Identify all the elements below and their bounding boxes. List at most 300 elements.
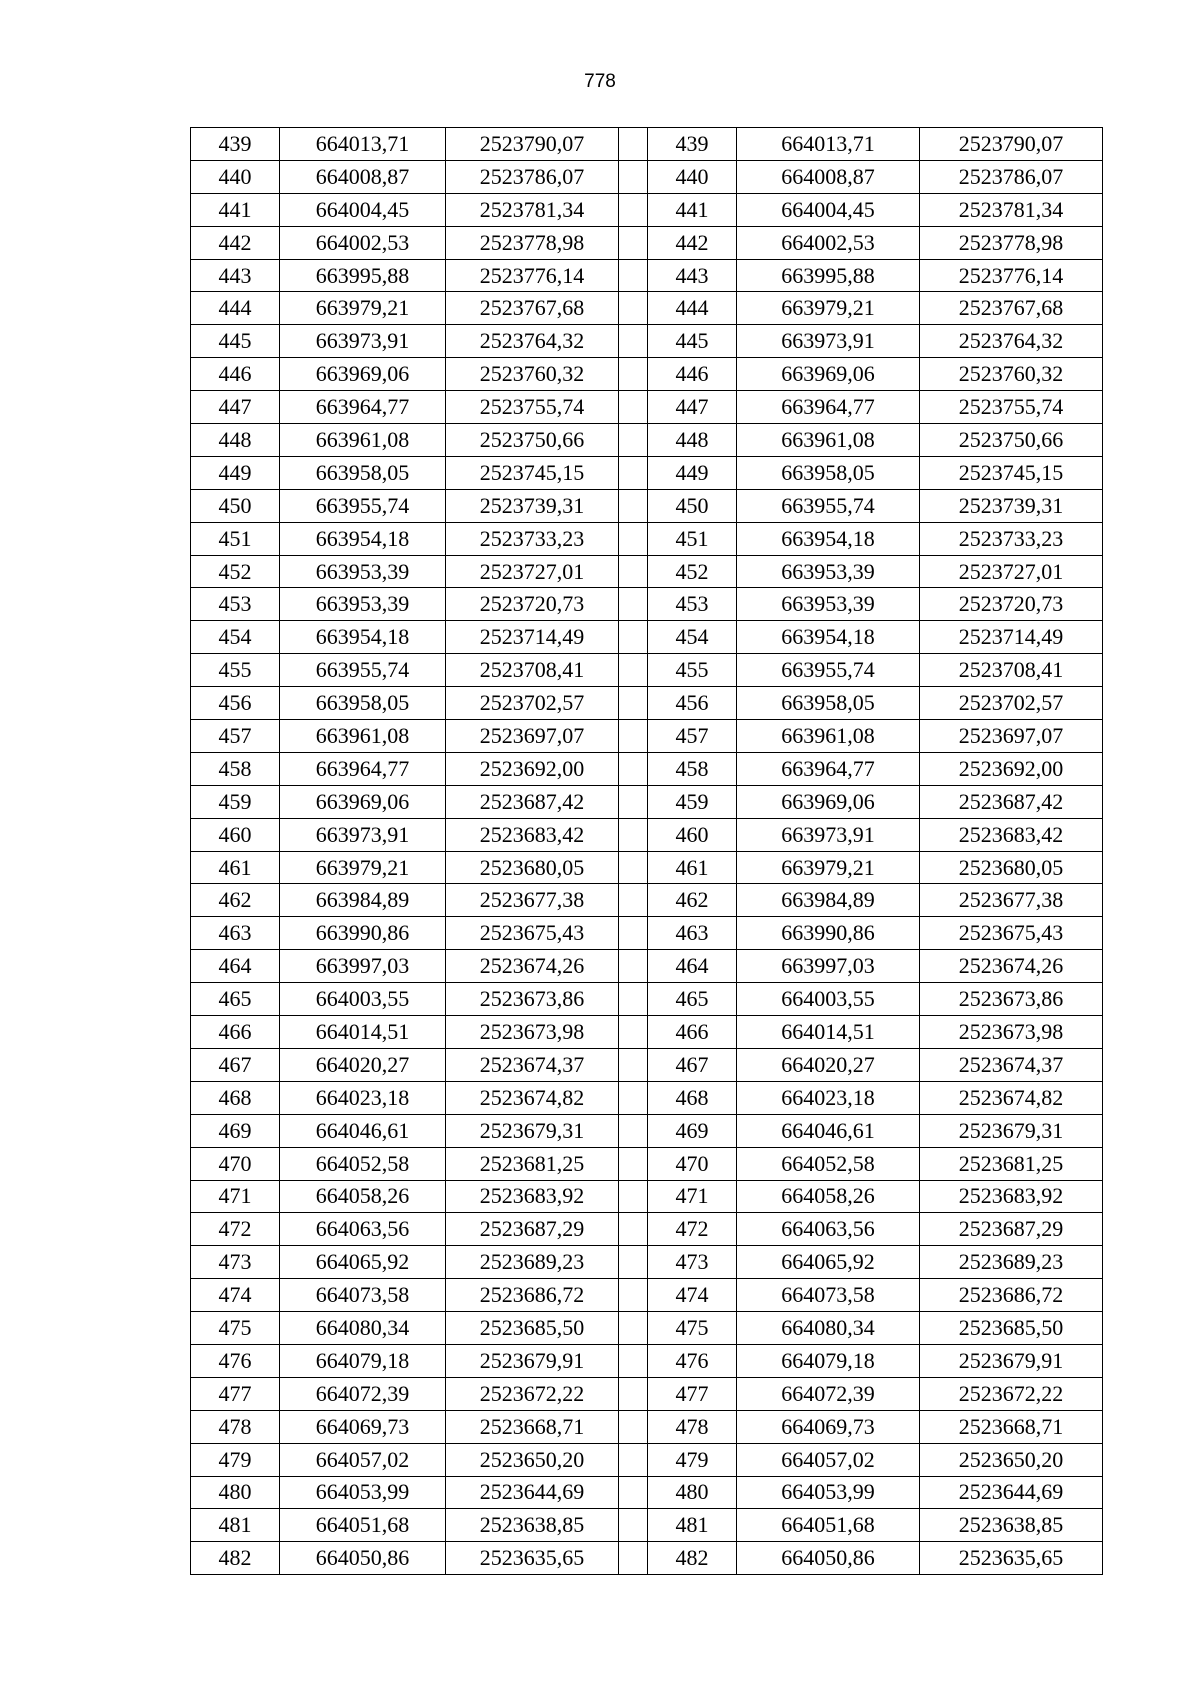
right-point-number-cell: 473 bbox=[648, 1246, 737, 1279]
right-point-number-cell: 470 bbox=[648, 1147, 737, 1180]
right-x-coordinate-cell: 664052,58 bbox=[737, 1147, 920, 1180]
left-x-coordinate-cell: 664008,87 bbox=[280, 160, 446, 193]
left-y-coordinate-cell: 2523760,32 bbox=[446, 358, 619, 391]
table-row bbox=[191, 1312, 1103, 1345]
left-x-coordinate-cell: 664053,99 bbox=[280, 1476, 446, 1509]
left-point-number-cell: 472 bbox=[191, 1213, 280, 1246]
left-y-coordinate-cell: 2523778,98 bbox=[446, 226, 619, 259]
left-point-number-cell: 439 bbox=[191, 128, 280, 161]
left-y-coordinate-cell: 2523750,66 bbox=[446, 424, 619, 457]
table-row bbox=[191, 1476, 1103, 1509]
left-point-number-cell: 482 bbox=[191, 1542, 280, 1575]
left-x-coordinate-cell: 664057,02 bbox=[280, 1443, 446, 1476]
right-point-number-cell: 482 bbox=[648, 1542, 737, 1575]
right-x-coordinate-cell: 663997,03 bbox=[737, 950, 920, 983]
right-point-number-cell: 441 bbox=[648, 193, 737, 226]
left-x-coordinate-cell: 664072,39 bbox=[280, 1377, 446, 1410]
empty-separator-cell bbox=[619, 654, 648, 687]
table-row bbox=[191, 752, 1103, 785]
right-point-number-cell: 480 bbox=[648, 1476, 737, 1509]
empty-separator-cell bbox=[619, 1246, 648, 1279]
right-point-number-cell: 448 bbox=[648, 424, 737, 457]
table-row bbox=[191, 654, 1103, 687]
left-y-coordinate-cell: 2523689,23 bbox=[446, 1246, 619, 1279]
right-y-coordinate-cell: 2523778,98 bbox=[920, 226, 1103, 259]
left-x-coordinate-cell: 663958,05 bbox=[280, 687, 446, 720]
left-point-number-cell: 442 bbox=[191, 226, 280, 259]
table-row bbox=[191, 128, 1103, 161]
left-point-number-cell: 470 bbox=[191, 1147, 280, 1180]
right-x-coordinate-cell: 663969,06 bbox=[737, 785, 920, 818]
right-y-coordinate-cell: 2523689,23 bbox=[920, 1246, 1103, 1279]
left-y-coordinate-cell: 2523668,71 bbox=[446, 1410, 619, 1443]
right-point-number-cell: 479 bbox=[648, 1443, 737, 1476]
left-y-coordinate-cell: 2523675,43 bbox=[446, 917, 619, 950]
right-x-coordinate-cell: 664002,53 bbox=[737, 226, 920, 259]
right-y-coordinate-cell: 2523673,98 bbox=[920, 1016, 1103, 1049]
right-y-coordinate-cell: 2523673,86 bbox=[920, 983, 1103, 1016]
table-row bbox=[191, 1180, 1103, 1213]
right-y-coordinate-cell: 2523681,25 bbox=[920, 1147, 1103, 1180]
right-y-coordinate-cell: 2523764,32 bbox=[920, 325, 1103, 358]
left-point-number-cell: 446 bbox=[191, 358, 280, 391]
left-y-coordinate-cell: 2523727,01 bbox=[446, 555, 619, 588]
right-y-coordinate-cell: 2523745,15 bbox=[920, 456, 1103, 489]
right-y-coordinate-cell: 2523650,20 bbox=[920, 1443, 1103, 1476]
left-point-number-cell: 468 bbox=[191, 1081, 280, 1114]
right-y-coordinate-cell: 2523644,69 bbox=[920, 1476, 1103, 1509]
right-y-coordinate-cell: 2523767,68 bbox=[920, 292, 1103, 325]
left-y-coordinate-cell: 2523755,74 bbox=[446, 391, 619, 424]
left-y-coordinate-cell: 2523650,20 bbox=[446, 1443, 619, 1476]
left-point-number-cell: 466 bbox=[191, 1016, 280, 1049]
right-point-number-cell: 464 bbox=[648, 950, 737, 983]
left-y-coordinate-cell: 2523672,22 bbox=[446, 1377, 619, 1410]
right-x-coordinate-cell: 663961,08 bbox=[737, 424, 920, 457]
right-y-coordinate-cell: 2523674,26 bbox=[920, 950, 1103, 983]
table-row bbox=[191, 391, 1103, 424]
left-point-number-cell: 453 bbox=[191, 588, 280, 621]
right-x-coordinate-cell: 663958,05 bbox=[737, 456, 920, 489]
empty-separator-cell bbox=[619, 1542, 648, 1575]
right-point-number-cell: 439 bbox=[648, 128, 737, 161]
right-x-coordinate-cell: 663995,88 bbox=[737, 259, 920, 292]
empty-separator-cell bbox=[619, 1048, 648, 1081]
right-x-coordinate-cell: 663955,74 bbox=[737, 654, 920, 687]
empty-separator-cell bbox=[619, 720, 648, 753]
right-point-number-cell: 465 bbox=[648, 983, 737, 1016]
left-point-number-cell: 481 bbox=[191, 1509, 280, 1542]
left-y-coordinate-cell: 2523673,98 bbox=[446, 1016, 619, 1049]
table-row bbox=[191, 1509, 1103, 1542]
left-point-number-cell: 464 bbox=[191, 950, 280, 983]
left-point-number-cell: 480 bbox=[191, 1476, 280, 1509]
right-y-coordinate-cell: 2523677,38 bbox=[920, 884, 1103, 917]
left-x-coordinate-cell: 663955,74 bbox=[280, 654, 446, 687]
left-x-coordinate-cell: 664073,58 bbox=[280, 1279, 446, 1312]
right-point-number-cell: 481 bbox=[648, 1509, 737, 1542]
left-y-coordinate-cell: 2523685,50 bbox=[446, 1312, 619, 1345]
table-row bbox=[191, 555, 1103, 588]
left-x-coordinate-cell: 664003,55 bbox=[280, 983, 446, 1016]
right-y-coordinate-cell: 2523668,71 bbox=[920, 1410, 1103, 1443]
right-x-coordinate-cell: 663979,21 bbox=[737, 851, 920, 884]
right-y-coordinate-cell: 2523702,57 bbox=[920, 687, 1103, 720]
right-y-coordinate-cell: 2523720,73 bbox=[920, 588, 1103, 621]
empty-separator-cell bbox=[619, 489, 648, 522]
empty-separator-cell bbox=[619, 259, 648, 292]
right-y-coordinate-cell: 2523708,41 bbox=[920, 654, 1103, 687]
left-y-coordinate-cell: 2523635,65 bbox=[446, 1542, 619, 1575]
right-y-coordinate-cell: 2523683,42 bbox=[920, 818, 1103, 851]
table-row bbox=[191, 983, 1103, 1016]
table-row bbox=[191, 1344, 1103, 1377]
right-point-number-cell: 449 bbox=[648, 456, 737, 489]
table-row bbox=[191, 950, 1103, 983]
right-point-number-cell: 472 bbox=[648, 1213, 737, 1246]
empty-separator-cell bbox=[619, 1147, 648, 1180]
right-point-number-cell: 460 bbox=[648, 818, 737, 851]
empty-separator-cell bbox=[619, 160, 648, 193]
empty-separator-cell bbox=[619, 391, 648, 424]
empty-separator-cell bbox=[619, 950, 648, 983]
right-x-coordinate-cell: 664003,55 bbox=[737, 983, 920, 1016]
left-point-number-cell: 474 bbox=[191, 1279, 280, 1312]
right-y-coordinate-cell: 2523760,32 bbox=[920, 358, 1103, 391]
left-point-number-cell: 476 bbox=[191, 1344, 280, 1377]
right-point-number-cell: 447 bbox=[648, 391, 737, 424]
left-y-coordinate-cell: 2523764,32 bbox=[446, 325, 619, 358]
right-x-coordinate-cell: 663964,77 bbox=[737, 391, 920, 424]
right-y-coordinate-cell: 2523727,01 bbox=[920, 555, 1103, 588]
right-point-number-cell: 442 bbox=[648, 226, 737, 259]
right-point-number-cell: 443 bbox=[648, 259, 737, 292]
right-x-coordinate-cell: 663955,74 bbox=[737, 489, 920, 522]
right-x-coordinate-cell: 664023,18 bbox=[737, 1081, 920, 1114]
right-y-coordinate-cell: 2523687,42 bbox=[920, 785, 1103, 818]
right-point-number-cell: 478 bbox=[648, 1410, 737, 1443]
left-x-coordinate-cell: 664002,53 bbox=[280, 226, 446, 259]
empty-separator-cell bbox=[619, 325, 648, 358]
table-row bbox=[191, 884, 1103, 917]
right-x-coordinate-cell: 664013,71 bbox=[737, 128, 920, 161]
right-point-number-cell: 463 bbox=[648, 917, 737, 950]
empty-separator-cell bbox=[619, 292, 648, 325]
right-y-coordinate-cell: 2523686,72 bbox=[920, 1279, 1103, 1312]
right-x-coordinate-cell: 663973,91 bbox=[737, 325, 920, 358]
right-point-number-cell: 445 bbox=[648, 325, 737, 358]
table-row bbox=[191, 588, 1103, 621]
right-point-number-cell: 474 bbox=[648, 1279, 737, 1312]
right-point-number-cell: 453 bbox=[648, 588, 737, 621]
table-row bbox=[191, 193, 1103, 226]
left-y-coordinate-cell: 2523686,72 bbox=[446, 1279, 619, 1312]
left-y-coordinate-cell: 2523638,85 bbox=[446, 1509, 619, 1542]
table-row bbox=[191, 1279, 1103, 1312]
left-point-number-cell: 463 bbox=[191, 917, 280, 950]
left-point-number-cell: 448 bbox=[191, 424, 280, 457]
empty-separator-cell bbox=[619, 193, 648, 226]
left-y-coordinate-cell: 2523781,34 bbox=[446, 193, 619, 226]
empty-separator-cell bbox=[619, 522, 648, 555]
empty-separator-cell bbox=[619, 1312, 648, 1345]
left-x-coordinate-cell: 663990,86 bbox=[280, 917, 446, 950]
empty-separator-cell bbox=[619, 687, 648, 720]
left-x-coordinate-cell: 663953,39 bbox=[280, 555, 446, 588]
right-y-coordinate-cell: 2523755,74 bbox=[920, 391, 1103, 424]
left-point-number-cell: 471 bbox=[191, 1180, 280, 1213]
table-row bbox=[191, 1542, 1103, 1575]
empty-separator-cell bbox=[619, 1509, 648, 1542]
left-x-coordinate-cell: 663954,18 bbox=[280, 522, 446, 555]
right-x-coordinate-cell: 664004,45 bbox=[737, 193, 920, 226]
table-row bbox=[191, 1147, 1103, 1180]
empty-separator-cell bbox=[619, 983, 648, 1016]
right-y-coordinate-cell: 2523638,85 bbox=[920, 1509, 1103, 1542]
right-x-coordinate-cell: 664065,92 bbox=[737, 1246, 920, 1279]
right-y-coordinate-cell: 2523685,50 bbox=[920, 1312, 1103, 1345]
empty-separator-cell bbox=[619, 555, 648, 588]
right-x-coordinate-cell: 664053,99 bbox=[737, 1476, 920, 1509]
right-y-coordinate-cell: 2523786,07 bbox=[920, 160, 1103, 193]
right-point-number-cell: 462 bbox=[648, 884, 737, 917]
left-point-number-cell: 458 bbox=[191, 752, 280, 785]
right-point-number-cell: 461 bbox=[648, 851, 737, 884]
empty-separator-cell bbox=[619, 358, 648, 391]
left-x-coordinate-cell: 664023,18 bbox=[280, 1081, 446, 1114]
empty-separator-cell bbox=[619, 621, 648, 654]
left-point-number-cell: 455 bbox=[191, 654, 280, 687]
table-row bbox=[191, 1410, 1103, 1443]
left-y-coordinate-cell: 2523714,49 bbox=[446, 621, 619, 654]
table-row bbox=[191, 1016, 1103, 1049]
table-row bbox=[191, 358, 1103, 391]
empty-separator-cell bbox=[619, 917, 648, 950]
empty-separator-cell bbox=[619, 785, 648, 818]
right-x-coordinate-cell: 664050,86 bbox=[737, 1542, 920, 1575]
right-y-coordinate-cell: 2523674,37 bbox=[920, 1048, 1103, 1081]
right-x-coordinate-cell: 663958,05 bbox=[737, 687, 920, 720]
table-row bbox=[191, 1048, 1103, 1081]
empty-separator-cell bbox=[619, 1476, 648, 1509]
left-point-number-cell: 477 bbox=[191, 1377, 280, 1410]
empty-separator-cell bbox=[619, 128, 648, 161]
left-point-number-cell: 465 bbox=[191, 983, 280, 1016]
left-x-coordinate-cell: 664052,58 bbox=[280, 1147, 446, 1180]
left-y-coordinate-cell: 2523790,07 bbox=[446, 128, 619, 161]
table-row bbox=[191, 687, 1103, 720]
right-point-number-cell: 466 bbox=[648, 1016, 737, 1049]
left-x-coordinate-cell: 664051,68 bbox=[280, 1509, 446, 1542]
right-point-number-cell: 446 bbox=[648, 358, 737, 391]
right-y-coordinate-cell: 2523635,65 bbox=[920, 1542, 1103, 1575]
left-y-coordinate-cell: 2523677,38 bbox=[446, 884, 619, 917]
right-y-coordinate-cell: 2523679,31 bbox=[920, 1114, 1103, 1147]
left-point-number-cell: 462 bbox=[191, 884, 280, 917]
left-point-number-cell: 456 bbox=[191, 687, 280, 720]
left-y-coordinate-cell: 2523767,68 bbox=[446, 292, 619, 325]
right-x-coordinate-cell: 664073,58 bbox=[737, 1279, 920, 1312]
left-point-number-cell: 441 bbox=[191, 193, 280, 226]
table-row bbox=[191, 1114, 1103, 1147]
right-point-number-cell: 457 bbox=[648, 720, 737, 753]
table-row bbox=[191, 1443, 1103, 1476]
right-point-number-cell: 475 bbox=[648, 1312, 737, 1345]
left-point-number-cell: 459 bbox=[191, 785, 280, 818]
left-y-coordinate-cell: 2523745,15 bbox=[446, 456, 619, 489]
empty-separator-cell bbox=[619, 1213, 648, 1246]
left-x-coordinate-cell: 663958,05 bbox=[280, 456, 446, 489]
right-x-coordinate-cell: 664079,18 bbox=[737, 1344, 920, 1377]
left-x-coordinate-cell: 663969,06 bbox=[280, 785, 446, 818]
table-row bbox=[191, 160, 1103, 193]
table-row bbox=[191, 1213, 1103, 1246]
left-x-coordinate-cell: 664046,61 bbox=[280, 1114, 446, 1147]
right-x-coordinate-cell: 664072,39 bbox=[737, 1377, 920, 1410]
empty-separator-cell bbox=[619, 456, 648, 489]
table-row bbox=[191, 522, 1103, 555]
right-y-coordinate-cell: 2523733,23 bbox=[920, 522, 1103, 555]
left-x-coordinate-cell: 663961,08 bbox=[280, 720, 446, 753]
right-x-coordinate-cell: 663953,39 bbox=[737, 588, 920, 621]
left-point-number-cell: 452 bbox=[191, 555, 280, 588]
right-point-number-cell: 452 bbox=[648, 555, 737, 588]
left-y-coordinate-cell: 2523697,07 bbox=[446, 720, 619, 753]
left-x-coordinate-cell: 664058,26 bbox=[280, 1180, 446, 1213]
empty-separator-cell bbox=[619, 1180, 648, 1213]
left-y-coordinate-cell: 2523683,92 bbox=[446, 1180, 619, 1213]
right-x-coordinate-cell: 663953,39 bbox=[737, 555, 920, 588]
right-y-coordinate-cell: 2523672,22 bbox=[920, 1377, 1103, 1410]
left-point-number-cell: 451 bbox=[191, 522, 280, 555]
right-y-coordinate-cell: 2523680,05 bbox=[920, 851, 1103, 884]
left-point-number-cell: 447 bbox=[191, 391, 280, 424]
right-y-coordinate-cell: 2523675,43 bbox=[920, 917, 1103, 950]
right-x-coordinate-cell: 664063,56 bbox=[737, 1213, 920, 1246]
table-row bbox=[191, 259, 1103, 292]
left-x-coordinate-cell: 663964,77 bbox=[280, 752, 446, 785]
left-x-coordinate-cell: 664050,86 bbox=[280, 1542, 446, 1575]
left-point-number-cell: 478 bbox=[191, 1410, 280, 1443]
right-x-coordinate-cell: 664051,68 bbox=[737, 1509, 920, 1542]
table-row bbox=[191, 851, 1103, 884]
right-y-coordinate-cell: 2523697,07 bbox=[920, 720, 1103, 753]
table-row bbox=[191, 818, 1103, 851]
left-x-coordinate-cell: 663997,03 bbox=[280, 950, 446, 983]
table-row bbox=[191, 292, 1103, 325]
right-point-number-cell: 476 bbox=[648, 1344, 737, 1377]
left-x-coordinate-cell: 664065,92 bbox=[280, 1246, 446, 1279]
left-y-coordinate-cell: 2523739,31 bbox=[446, 489, 619, 522]
left-point-number-cell: 475 bbox=[191, 1312, 280, 1345]
left-x-coordinate-cell: 663973,91 bbox=[280, 818, 446, 851]
table-row bbox=[191, 1246, 1103, 1279]
left-x-coordinate-cell: 663973,91 bbox=[280, 325, 446, 358]
left-y-coordinate-cell: 2523702,57 bbox=[446, 687, 619, 720]
left-point-number-cell: 454 bbox=[191, 621, 280, 654]
empty-separator-cell bbox=[619, 1279, 648, 1312]
right-x-coordinate-cell: 663979,21 bbox=[737, 292, 920, 325]
left-y-coordinate-cell: 2523687,42 bbox=[446, 785, 619, 818]
left-x-coordinate-cell: 664014,51 bbox=[280, 1016, 446, 1049]
left-x-coordinate-cell: 664069,73 bbox=[280, 1410, 446, 1443]
right-point-number-cell: 440 bbox=[648, 160, 737, 193]
right-x-coordinate-cell: 664008,87 bbox=[737, 160, 920, 193]
left-x-coordinate-cell: 663995,88 bbox=[280, 259, 446, 292]
right-y-coordinate-cell: 2523692,00 bbox=[920, 752, 1103, 785]
left-point-number-cell: 440 bbox=[191, 160, 280, 193]
left-point-number-cell: 479 bbox=[191, 1443, 280, 1476]
left-x-coordinate-cell: 664079,18 bbox=[280, 1344, 446, 1377]
right-x-coordinate-cell: 664014,51 bbox=[737, 1016, 920, 1049]
empty-separator-cell bbox=[619, 1081, 648, 1114]
left-y-coordinate-cell: 2523680,05 bbox=[446, 851, 619, 884]
right-y-coordinate-cell: 2523679,91 bbox=[920, 1344, 1103, 1377]
right-x-coordinate-cell: 664020,27 bbox=[737, 1048, 920, 1081]
table-row bbox=[191, 325, 1103, 358]
left-point-number-cell: 473 bbox=[191, 1246, 280, 1279]
table-row bbox=[191, 424, 1103, 457]
right-y-coordinate-cell: 2523776,14 bbox=[920, 259, 1103, 292]
empty-separator-cell bbox=[619, 752, 648, 785]
left-x-coordinate-cell: 663953,39 bbox=[280, 588, 446, 621]
right-y-coordinate-cell: 2523790,07 bbox=[920, 128, 1103, 161]
right-x-coordinate-cell: 663964,77 bbox=[737, 752, 920, 785]
left-y-coordinate-cell: 2523720,73 bbox=[446, 588, 619, 621]
empty-separator-cell bbox=[619, 818, 648, 851]
empty-separator-cell bbox=[619, 1114, 648, 1147]
right-point-number-cell: 459 bbox=[648, 785, 737, 818]
table-row bbox=[191, 489, 1103, 522]
empty-separator-cell bbox=[619, 1410, 648, 1443]
right-x-coordinate-cell: 664058,26 bbox=[737, 1180, 920, 1213]
right-y-coordinate-cell: 2523714,49 bbox=[920, 621, 1103, 654]
right-point-number-cell: 467 bbox=[648, 1048, 737, 1081]
left-x-coordinate-cell: 663984,89 bbox=[280, 884, 446, 917]
right-x-coordinate-cell: 663984,89 bbox=[737, 884, 920, 917]
left-x-coordinate-cell: 663955,74 bbox=[280, 489, 446, 522]
right-x-coordinate-cell: 664046,61 bbox=[737, 1114, 920, 1147]
table-row bbox=[191, 785, 1103, 818]
empty-separator-cell bbox=[619, 588, 648, 621]
coordinates-table bbox=[190, 127, 1103, 1575]
left-x-coordinate-cell: 664020,27 bbox=[280, 1048, 446, 1081]
left-point-number-cell: 450 bbox=[191, 489, 280, 522]
right-point-number-cell: 451 bbox=[648, 522, 737, 555]
right-x-coordinate-cell: 664057,02 bbox=[737, 1443, 920, 1476]
left-y-coordinate-cell: 2523674,26 bbox=[446, 950, 619, 983]
left-x-coordinate-cell: 664004,45 bbox=[280, 193, 446, 226]
left-y-coordinate-cell: 2523733,23 bbox=[446, 522, 619, 555]
left-x-coordinate-cell: 663969,06 bbox=[280, 358, 446, 391]
right-x-coordinate-cell: 663954,18 bbox=[737, 522, 920, 555]
left-x-coordinate-cell: 663979,21 bbox=[280, 292, 446, 325]
left-y-coordinate-cell: 2523687,29 bbox=[446, 1213, 619, 1246]
left-y-coordinate-cell: 2523776,14 bbox=[446, 259, 619, 292]
left-x-coordinate-cell: 664063,56 bbox=[280, 1213, 446, 1246]
right-x-coordinate-cell: 663969,06 bbox=[737, 358, 920, 391]
left-y-coordinate-cell: 2523674,37 bbox=[446, 1048, 619, 1081]
right-y-coordinate-cell: 2523750,66 bbox=[920, 424, 1103, 457]
table-row bbox=[191, 1377, 1103, 1410]
left-y-coordinate-cell: 2523708,41 bbox=[446, 654, 619, 687]
left-point-number-cell: 461 bbox=[191, 851, 280, 884]
right-point-number-cell: 458 bbox=[648, 752, 737, 785]
right-point-number-cell: 469 bbox=[648, 1114, 737, 1147]
left-point-number-cell: 444 bbox=[191, 292, 280, 325]
page-number: 778 bbox=[584, 71, 616, 92]
empty-separator-cell bbox=[619, 1016, 648, 1049]
